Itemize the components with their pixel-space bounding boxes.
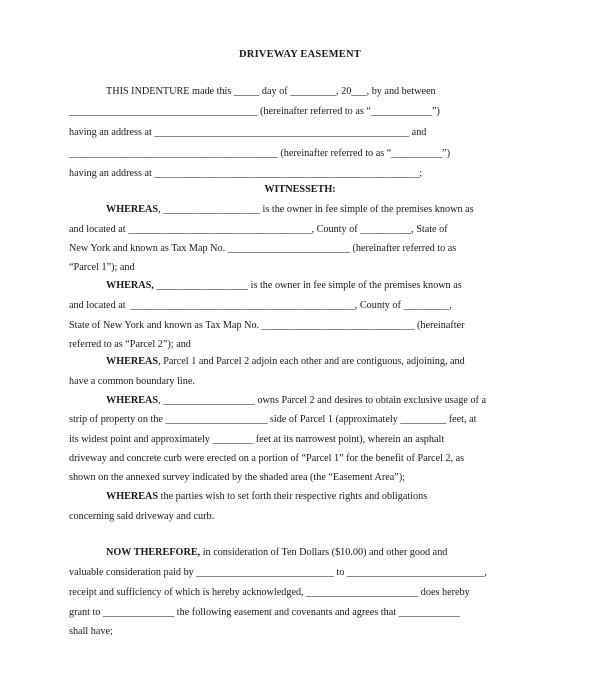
intro-line-2: _____________________________________ (hereinafter referred to as “____________”) — [69, 106, 440, 117]
now-therefore-line-5: shall have; — [69, 626, 113, 637]
whereas1-lead: WHEREAS — [106, 204, 159, 215]
now-therefore-line-2: valuable consideration paid by ___________________________ to ___________________________, — [69, 567, 487, 578]
now-therefore-lead: NOW THEREFORE, — [106, 547, 201, 558]
now-therefore-line-3: receipt and sufficiency of which is hereby acknowledged, ______________________ does hereby — [69, 587, 470, 598]
intro-line-1: THIS INDENTURE made this _____ day of _________, 20___, by and between — [106, 86, 436, 97]
whereas1-line-2: and located at ____________________________________, County of __________, State of — [69, 224, 448, 235]
whereas1-line-4: “Parcel 1”); and — [69, 262, 135, 273]
whereas5-lead: WHEREAS — [106, 491, 159, 502]
whereas2-text-1: __________________ is the owner in fee simple of the premises known as — [153, 280, 462, 291]
whereas3-line-2: have a common boundary line. — [69, 376, 195, 387]
whereas1-line-1 — [106, 204, 474, 216]
whereas2-line-3: State of New York and known as Tax Map No. ______________________________ (hereinafter — [69, 320, 465, 331]
whereas2-lead: WHERAS, — [106, 280, 154, 291]
whereas4-line-2: strip of property on the ____________________ side of Parcel 1 (approximately _________ feet, at — [69, 414, 477, 425]
now-therefore-text-1: in consideration of Ten Dollars ($10.00) and other good and — [200, 547, 448, 558]
intro-line-3: having an address at __________________________________________________ and — [69, 127, 427, 138]
whereas4-line-1 — [106, 395, 486, 407]
whereas5-line-2: concerning said driveway and curb. — [69, 511, 215, 522]
witnesseth-heading: WITNESSETH: — [264, 184, 336, 195]
whereas3-text-1: , Parcel 1 and Parcel 2 adjoin each other and are contiguous, adjoining, and — [158, 356, 465, 367]
whereas2-line-4: referred to as “Parcel 2”); and — [69, 339, 191, 350]
whereas4-line-3: its widest point and approximately ________ feet at its narrowest point), wherein an asphalt — [69, 434, 445, 445]
whereas5-line-1 — [106, 491, 427, 503]
now-therefore-line-4: grant to ______________ the following easement and covenants and agrees that ____________ — [69, 607, 460, 618]
intro-line-4: _________________________________________ (hereinafter referred to as “__________”) — [69, 148, 451, 159]
whereas2-line-1 — [106, 280, 462, 292]
whereas1-text-1: , ___________________ is the owner in fee simple of the premises known as — [158, 204, 474, 215]
whereas3-line-1 — [106, 356, 465, 368]
whereas4-line-4: driveway and concrete curb were erected on a portion of “Parcel 1” for the benefit of Parcel 2, as — [69, 453, 465, 464]
intro-line-5: having an address at ____________________________________________________; — [69, 168, 423, 179]
whereas4-text-1: , __________________ owns Parcel 2 and desires to obtain exclusive usage of a — [158, 395, 487, 406]
whereas1-line-3: New York and known as Tax Map No. ________________________ (hereinafter referred to as — [69, 243, 457, 254]
now-therefore-line-1 — [106, 547, 447, 559]
whereas4-line-5: shown on the annexed survey indicated by the shaded area (the “Easement Area”); — [69, 472, 406, 483]
whereas3-lead: WHEREAS — [106, 356, 159, 367]
whereas5-text-1: the parties wish to set forth their respective rights and obligations — [158, 491, 428, 502]
document-title: DRIVEWAY EASEMENT — [239, 49, 361, 60]
whereas2-line-2: and located at ____________________________________________, County of _________, — [69, 300, 452, 311]
whereas4-lead: WHEREAS — [106, 395, 159, 406]
